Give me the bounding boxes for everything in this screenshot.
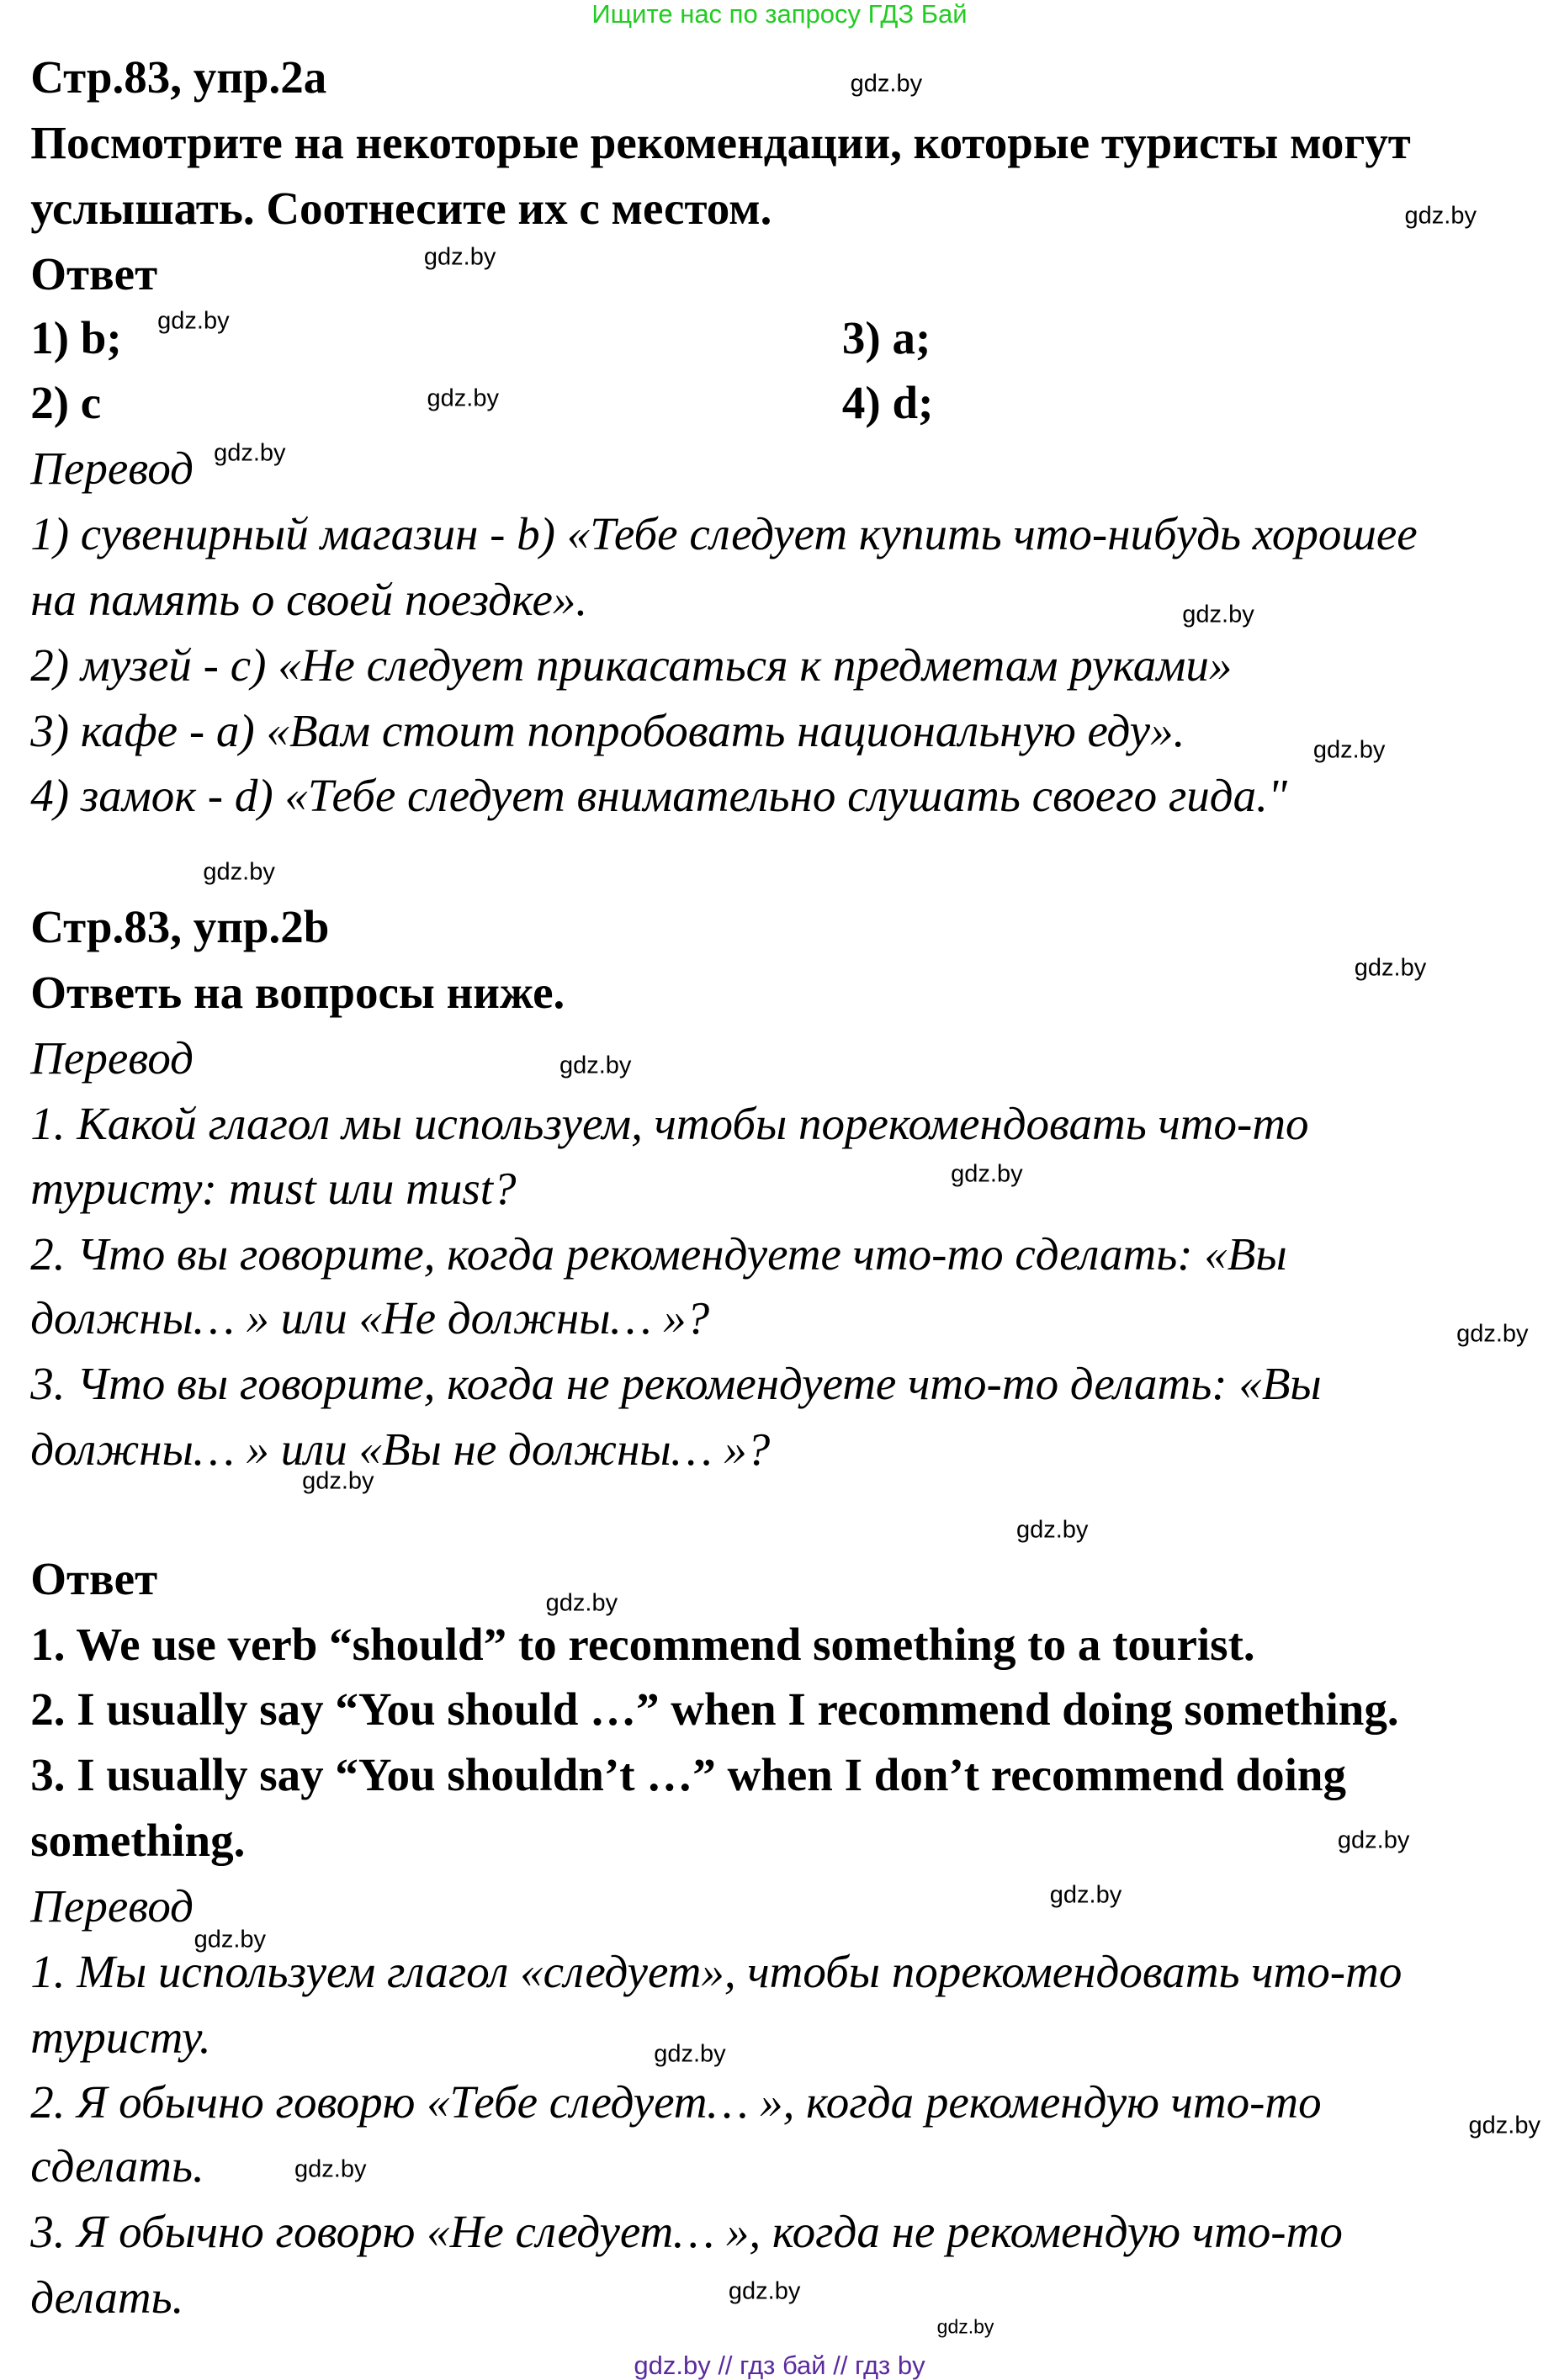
bold-text-line: 4) d; xyxy=(841,377,934,429)
bold-text-line: услышать. Соотнесите их с местом. xyxy=(30,182,772,234)
italic-text-line: сделать. xyxy=(30,2140,204,2192)
italic-text-line: туристу: must или must? xyxy=(30,1163,517,1215)
italic-text-line: 1. Мы используем глагол «следует», чтобы порекомендовать что-то xyxy=(30,1945,1403,1997)
watermark: gdz.by xyxy=(203,858,275,886)
italic-text-line: 2. Я обычно говорю «Тебе следует… », когда рекомендую что-то xyxy=(30,2076,1322,2128)
italic-text-line: туристу. xyxy=(30,2011,211,2063)
watermark: gdz.by xyxy=(559,1052,632,1079)
watermark: gdz.by xyxy=(728,2277,801,2305)
bold-text-line: 1. We use verb “should” to recommend something to a tourist. xyxy=(30,1618,1255,1670)
watermark: gdz.by xyxy=(1337,1826,1410,1854)
italic-text-line: 2) музей - c) «Не следует прикасаться к предметам руками» xyxy=(30,639,1233,691)
italic-text-line: 3. Что вы говорите, когда не рекомендуете что-то делать: «Вы xyxy=(30,1358,1322,1410)
watermark: gdz.by xyxy=(194,1926,267,1953)
italic-text-line: Перевод xyxy=(30,1031,194,1084)
watermark: gdz.by xyxy=(951,1160,1023,1187)
italic-text-line: должны… » или «Вы не должны… »? xyxy=(30,1423,771,1475)
bold-text-line: Ответ xyxy=(30,1552,158,1604)
watermark: gdz.by xyxy=(423,243,496,271)
watermark: gdz.by xyxy=(214,439,286,467)
watermark: gdz.by xyxy=(427,384,499,412)
italic-text-line: должны… » или «Не должны… »? xyxy=(30,1292,710,1344)
italic-text-line: 4) замок - d) «Тебе следует внимательно слушать своего гида." xyxy=(30,770,1287,822)
bold-text-line: Ответ xyxy=(30,247,158,299)
italic-text-line: делать. xyxy=(30,2271,184,2324)
search-banner: Ищите нас по запросу ГДЗ Бай xyxy=(591,0,968,29)
bold-text-line: 1) b; xyxy=(30,311,122,363)
watermark: gdz.by xyxy=(302,1467,374,1495)
watermark: gdz.by xyxy=(654,2040,726,2068)
bold-text-line: Стр.83, упр.2b xyxy=(30,901,330,953)
bold-text-line: Ответь на вопросы ниже. xyxy=(30,966,565,1018)
italic-text-line: 3. Я обычно говорю «Не следует… », когда не рекомендую что-то xyxy=(30,2206,1343,2258)
bold-text-line: 2) c xyxy=(30,377,102,429)
footer-links[interactable]: gdz.by // гдз бай // гдз by xyxy=(634,2351,925,2380)
bold-text-line: Посмотрите на некоторые рекомендации, которые туристы могут xyxy=(30,116,1411,168)
italic-text-line: 2. Что вы говорите, когда рекомендуете что-то сделать: «Вы xyxy=(30,1228,1287,1280)
bold-text-line: something. xyxy=(30,1815,246,1867)
watermark: gdz.by xyxy=(1354,954,1427,982)
watermark: gdz.by xyxy=(1404,202,1477,230)
italic-text-line: на память о своей поездке». xyxy=(30,573,588,625)
italic-text-line: 1. Какой глагол мы используем, чтобы порекомендовать что-то xyxy=(30,1097,1309,1149)
watermark: gdz.by xyxy=(936,2315,994,2338)
watermark: gdz.by xyxy=(294,2155,367,2183)
italic-text-line: Перевод xyxy=(30,443,194,495)
italic-text-line: 1) сувенирный магазин - b) «Тебе следует купить что-нибудь хорошее xyxy=(30,508,1418,560)
watermark: gdz.by xyxy=(1456,1320,1529,1348)
watermark: gdz.by xyxy=(850,70,923,98)
watermark: gdz.by xyxy=(1312,736,1386,764)
watermark: gdz.by xyxy=(545,1589,618,1617)
watermark: gdz.by xyxy=(1182,601,1254,628)
bold-text-line: 2. I usually say “You should …” when I recommend doing something. xyxy=(30,1683,1399,1736)
watermark: gdz.by xyxy=(157,307,230,335)
watermark: gdz.by xyxy=(1468,2112,1540,2139)
bold-text-line: Стр.83, упр.2a xyxy=(30,51,327,103)
bold-text-line: 3. I usually say “You shouldn’t …” when I don’t recommend doing xyxy=(30,1749,1346,1801)
watermark: gdz.by xyxy=(1015,1516,1089,1544)
watermark: gdz.by xyxy=(1049,1881,1122,1909)
bold-text-line: 3) a; xyxy=(841,311,931,363)
italic-text-line: Перевод xyxy=(30,1879,194,1932)
italic-text-line: 3) кафе - a) «Вам стоит попробовать национальную еду». xyxy=(30,704,1185,756)
